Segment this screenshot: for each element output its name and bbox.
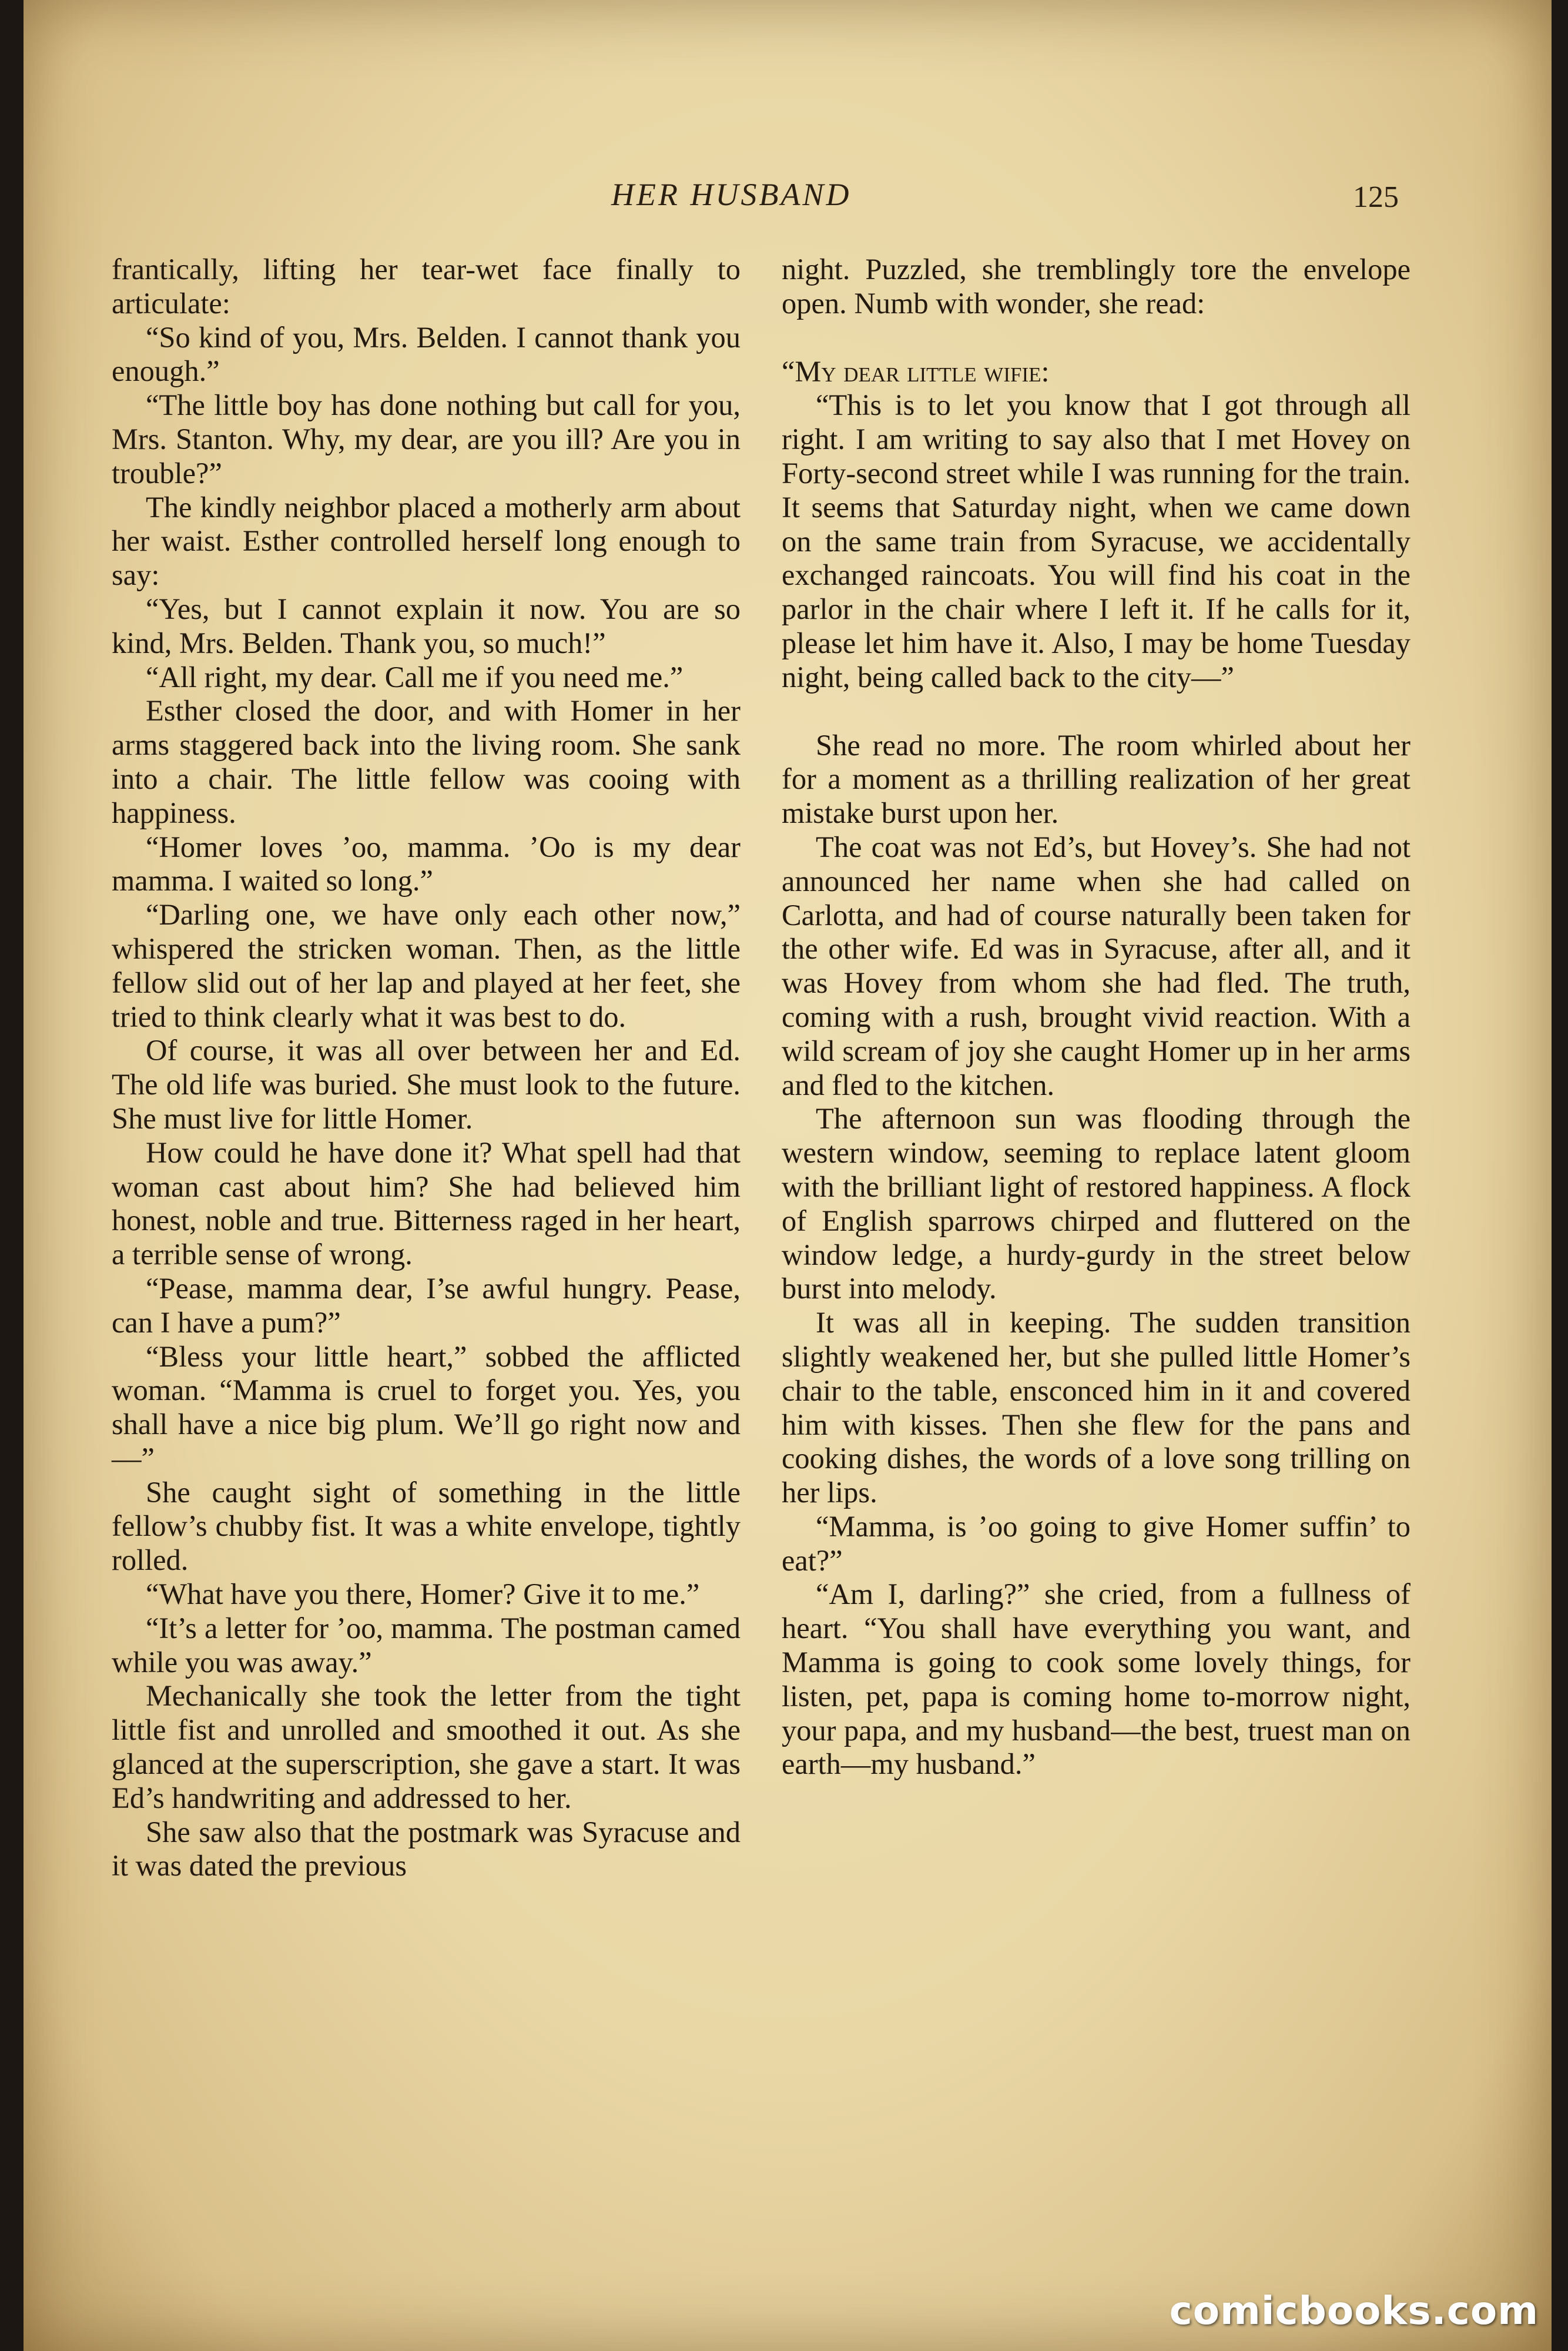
page-header bbox=[24, 176, 1552, 223]
left-column bbox=[112, 253, 741, 1883]
paragraph: Esther closed the door, and with Homer in her arms staggered back into the living room. She sank into a chair. The little fellow was cooing with happiness. bbox=[112, 694, 741, 829]
paragraph: “The little boy has done nothing but call for you, Mrs. Stanton. Why, my dear, are you ill? Are you in trouble?” bbox=[112, 389, 741, 490]
paragraph: Mechanically she took the letter from the tight little fist and unrolled and smoothed it out. As she glanced at the superscription, she gave a start. It was Ed’s handwriting and addressed to her. bbox=[112, 1679, 741, 1814]
paragraph: “Mamma, is ’oo going to give Homer suffin’ to eat?” bbox=[782, 1509, 1410, 1577]
paragraph: It was all in keeping. The sudden transition slightly weakened her, but she pulled little Homer’s chair to the table, ensconced him in it and covered him with kisses. Then she flew for the pans and cooking dishes, the words of a love song trilling on her lips. bbox=[782, 1306, 1410, 1509]
paragraph: She saw also that the postmark was Syracuse and it was dated the previous bbox=[112, 1815, 741, 1883]
paragraph: “Am I, darling?” she cried, from a fullness of heart. “You shall have everything you want, and Mamma is going to cook some lovely things, for listen, pet, papa is coming home to-morrow night, your papa, and my husband—the best, truest man on earth—my husband.” bbox=[782, 1578, 1410, 1781]
site-watermark: comicbooks.com bbox=[1169, 2288, 1539, 2333]
paragraph: The kindly neighbor placed a motherly arm about her waist. Esther controlled herself long enough to say: bbox=[112, 490, 741, 592]
paragraph: She caught sight of something in the little fellow’s chubby fist. It was a white envelope, tightly rolled. bbox=[112, 1475, 741, 1577]
paragraph: “All right, my dear. Call me if you need me.” bbox=[146, 660, 684, 694]
paragraph: “Homer loves ’oo, mamma. ’Oo is my dear mamma. I waited so long.” bbox=[112, 830, 741, 897]
paragraph: The coat was not Ed’s, but Hovey’s. She had not announced her name when she had called on Carlotta, and had of course naturally been taken for the other wife. Ed was in Syracuse, after all, and it was Hovey from whom she had fled. The truth, coming with a rush, brought vivid reaction. With a wild scream of joy she caught Homer up in her arms and fled to the kitchen. bbox=[782, 830, 1410, 1101]
right-column bbox=[782, 253, 1410, 1781]
paragraph: “Bless your little heart,” sobbed the afflicted woman. “Mamma is cruel to forget you. Yes, you shall have a nice big plum. We’ll go right now and—” bbox=[112, 1339, 741, 1475]
paragraph: She read no more. The room whirled about her for a moment as a thrilling realization of her great mistake burst upon her. bbox=[782, 728, 1410, 830]
paragraph: “Darling one, we have only each other now,” whispered the stricken woman. Then, as the little fellow slid out of her lap and played at her feet, she tried to think clearly what it was best to do. bbox=[112, 898, 741, 1033]
paragraph: “So kind of you, Mrs. Belden. I cannot thank you enough.” bbox=[112, 320, 741, 388]
book-page bbox=[24, 0, 1552, 2351]
paragraph: “Pease, mamma dear, I’se awful hungry. Pease, can I have a pum?” bbox=[112, 1271, 741, 1339]
paragraph: frantically, lifting her tear-wet face finally to articulate: bbox=[112, 253, 741, 320]
page-number: 125 bbox=[1353, 180, 1399, 214]
paragraph: “Yes, but I cannot explain it now. You are so kind, Mrs. Belden. Thank you, so much!” bbox=[112, 592, 741, 659]
paragraph: The afternoon sun was flooding through the western window, seeming to replace latent gloom with the brilliant light of restored happiness. A flock of English sparrows chirped and fluttered on the window ledge, a hurdy-gurdy in the street below burst into melody. bbox=[782, 1102, 1410, 1305]
paragraph: “It’s a letter for ’oo, mamma. The postman camed while you was away.” bbox=[112, 1611, 741, 1679]
running-title: HER HUSBAND bbox=[611, 177, 852, 212]
paragraph: “What have you there, Homer? Give it to me.” bbox=[146, 1578, 700, 1611]
paragraph: How could he have done it? What spell had that woman cast about him? She had believed him honest, noble and true. Bitterness raged in her heart, a terrible sense of wrong. bbox=[112, 1136, 741, 1271]
letter-body: “This is to let you know that I got through all right. I am writing to say also that I met Hovey on Forty-second street while I was running for the train. It seems that Saturday night, when we came down on the same train from Syracuse, we accidentally exchanged raincoats. You will find his coat in the parlor in the chair where I left it. If he calls for it, please let him have it. Also, I may be home Tuesday night, being called back to the city—” bbox=[782, 389, 1410, 694]
paragraph: night. Puzzled, she tremblingly tore the envelope open. Numb with wonder, she read: bbox=[782, 253, 1410, 320]
letter-salutation: “My dear little wifie: bbox=[782, 354, 1050, 388]
paragraph: Of course, it was all over between her and Ed. The old life was buried. She must look to the future. She must live for little Homer. bbox=[112, 1034, 741, 1135]
